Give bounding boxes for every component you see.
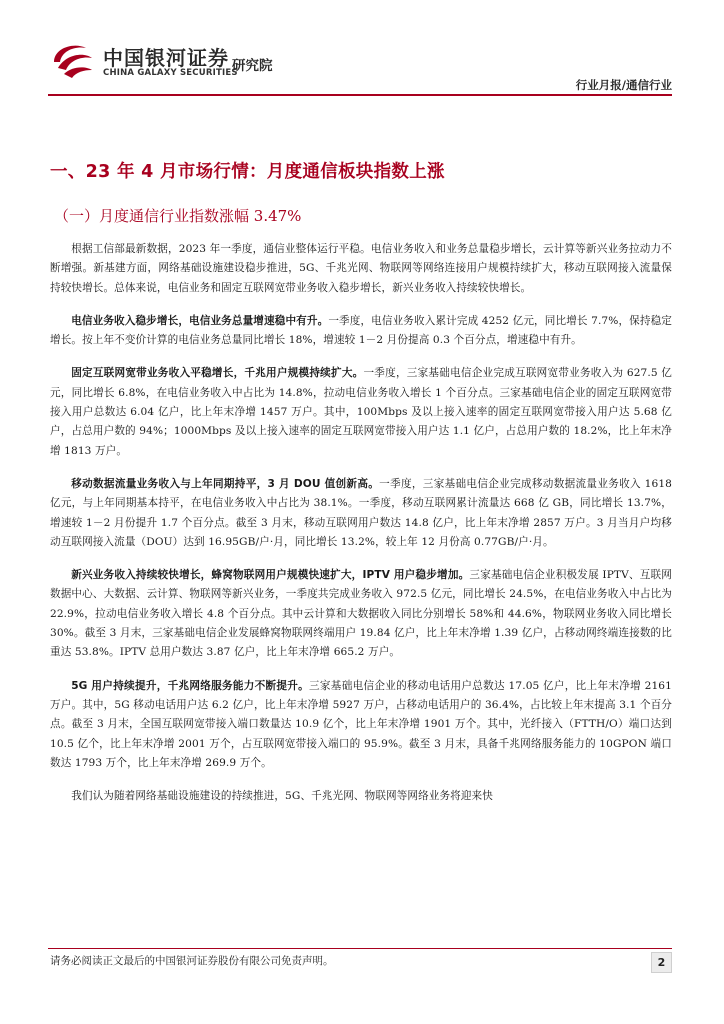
- body-paragraph: [50, 475, 672, 552]
- body-paragraph: [50, 677, 672, 773]
- paragraph-lead: 移动数据流量业务收入与上年同期持平，3 月 DOU 值创新高。: [71, 477, 380, 490]
- page-header: [0, 0, 724, 95]
- paragraph-lead: 固定互联网宽带业务收入平稳增长，千兆用户规模持续扩大。: [71, 367, 364, 380]
- paragraph-text: 我们认为随着网络基础设施建设的持续推进，5G、千兆光网、物联网等网络业务将迎来快: [71, 790, 493, 803]
- paragraph-text: 一季度，三家基础电信企业完成移动数据流量业务收入 1618 亿元，与上年同期基本持平，在电信业务收入中占比为 38.1%。一季度，移动互联网累计流量达 668 亿 GB，同比增长 13.7%，增速较 1－2 月份提升 1.7 个百分点。截至 3 月末，移动互联网用户数达 14.8 亿户，比上年末净增 2857 万户。3 月当月户均移动互联网接入流量（DOU）达到 16.95GB/户·月，同比增长 13.2%，较上年 12 月份高 0.77GB/户·月。: [50, 477, 673, 548]
- paragraph-text: 一季度，三家基础电信企业完成互联网宽带业务收入为 627.5 亿元，同比增长 6.8%，在电信业务收入中占比为 14.8%，拉动电信业务收入增长 1 个百分点。三家基础电信企业的固定互联网宽带接入用户总数达 6.04 亿户，比上年末净增 1457 万户。其中，100Mbps 及以上接入速率的固定互联网宽带接入用户达 5.68 亿户，占总用户数的 94%；1000Mbps 及以上接入速率的固定互联网宽带接入用户达 1.1 亿户，占总用户数的 18.2%，比上年末净增 1813 万户。: [50, 367, 672, 457]
- paragraph-text: 三家基础电信企业的移动电话用户总数达 17.05 亿户，比上年末净增 2161 万户。其中，5G 移动电话用户达 6.2 亿户，比上年末净增 5927 万户，占移动电话用户的 36.4%，占比较上年末提高 3.1 个百分点。截至 3 月末，全国互联网宽带接入端口数量达 10.9 亿个，比上年末净增 1901 万个。其中，光纤接入（FTTH/O）端口达到 10.5 亿个，比上年末净增 2001 万个，占互联网宽带接入端口的 95.9%。截至 3 月末，具备千兆网络服务能力的 10GPON 端口数达 1793 万个，比上年末净增 269.9 万个。: [50, 679, 672, 769]
- paragraph-text: 根据工信部最新数据，2023 年一季度，通信业整体运行平稳。电信业务收入和业务总量稳步增长，云计算等新兴业务拉动力不断增强。新基建方面，网络基础设施建设稳步推进，5G、千兆光网、物联网等网络连接用户规模持续扩大，移动互联网接入流量保持较快增长。总体来说，电信业务和固定互联网宽带业务收入稳步增长，新兴业务收入持续较快增长。: [50, 243, 672, 294]
- institute-label: 研究院: [232, 58, 273, 74]
- paragraph-text: 一季度，电信业务收入累计完成 4252 亿元，同比增长 7.7%，保持稳定增长。按上年不变价计算的电信业务总量同比增长 18%，增速较 1－2 月份提高 0.3 个百分点，增速稳中有升。: [50, 314, 672, 347]
- paragraph-text: 三家基础电信企业积极发展 IPTV、互联网数据中心、大数据、云计算、物联网等新兴业务，一季度共完成业务收入 972.5 亿元，同比增长 24.5%，在电信业务收入中占比为 22.9%，拉动电信业务收入增长 4.8 个百分点。其中云计算和大数据收入同比分别增长 58%和 44.6%，物联网业务收入同比增长 30%。截至 3 月末，三家基础电信企业发展蜂窝物联网终端用户 19.84 亿户，比上年末净增 1.39 亿户，占移动网终端连接数的比重达 53.8%。IPTV 总用户数达 3.87 亿户，比上年末净增 665.2 万户。: [50, 569, 673, 659]
- body-paragraph: [50, 787, 672, 806]
- section-title: 一、23 年 4 月市场行情：月度通信板块指数上涨: [50, 162, 445, 182]
- brand-name-en: CHINA GALAXY SECURITIES: [103, 68, 238, 78]
- footer-divider: [48, 948, 672, 949]
- main-content: [50, 158, 672, 806]
- paragraph-lead: 5G 用户持续提升，千兆网络服务能力不断提升。: [71, 679, 310, 692]
- body-paragraph: [50, 364, 672, 460]
- paragraph-lead: 电信业务收入稳步增长，电信业务总量增速稳中有升。: [71, 314, 329, 327]
- paragraph-lead: 新兴业务收入持续较快增长，蜂窝物联网用户规模快速扩大，IPTV 用户稳步增加。: [71, 569, 470, 582]
- body-paragraph: [50, 566, 672, 662]
- disclaimer-text: 请务必阅读正文最后的中国银河证券股份有限公司免责声明。: [50, 955, 334, 967]
- section-subtitle: （一）月度通信行业指数涨幅 3.47%: [54, 207, 302, 225]
- brand-name-cn: 中国银河证券: [103, 46, 229, 70]
- body-paragraph: [50, 240, 672, 298]
- header-divider: [48, 94, 672, 96]
- page-number: 2: [651, 952, 672, 973]
- galaxy-logo-icon: [48, 40, 96, 80]
- body-paragraph: [50, 312, 672, 351]
- report-type-label: 行业月报/通信行业: [575, 78, 672, 92]
